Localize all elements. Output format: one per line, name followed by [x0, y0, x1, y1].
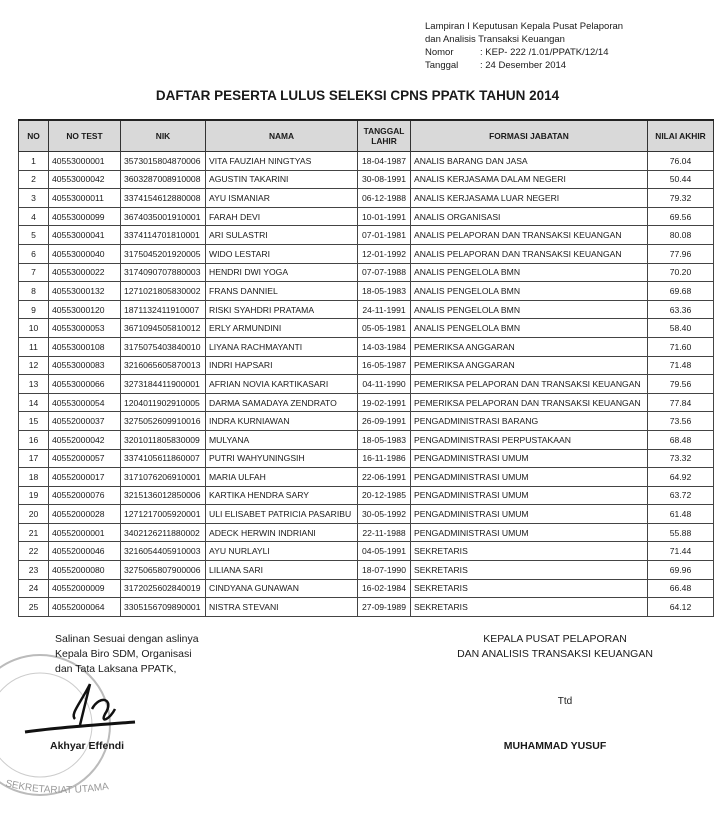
table-cell: 20-12-1985 — [358, 486, 411, 505]
table-cell: PEMERIKSA PELAPORAN DAN TRANSAKSI KEUANGAN — [411, 393, 648, 412]
left-line-2: Kepala Biro SDM, Organisasi — [55, 648, 192, 660]
table-cell: 8 — [19, 282, 49, 301]
signature — [20, 680, 140, 736]
table-cell: LIYANA RACHMAYANTI — [206, 337, 358, 356]
nomor-value: : KEP- 222 /1.01/PPATK/12/14 — [480, 47, 609, 58]
table-cell: 18-04-1987 — [358, 152, 411, 171]
table-cell: LILIANA SARI — [206, 561, 358, 580]
table-cell: 3175045201920005 — [121, 244, 206, 263]
table-cell: 12 — [19, 356, 49, 375]
table-cell: AYU ISMANIAR — [206, 189, 358, 208]
table-cell: 69.68 — [648, 282, 714, 301]
column-header: NAMA — [206, 120, 358, 152]
table-cell: 3201011805830009 — [121, 430, 206, 449]
table-row — [19, 542, 714, 561]
table-cell: AYU NURLAYLI — [206, 542, 358, 561]
table-cell: 40553000066 — [49, 375, 121, 394]
table-row — [19, 189, 714, 208]
table-cell: 40552000009 — [49, 579, 121, 598]
table-cell: 40552000017 — [49, 468, 121, 487]
table-cell: 07-07-1988 — [358, 263, 411, 282]
table-cell: 3402126211880002 — [121, 523, 206, 542]
table-cell: HENDRI DWI YOGA — [206, 263, 358, 282]
table-row — [19, 561, 714, 580]
table-cell: 40553000042 — [49, 170, 121, 189]
table-cell: 55.88 — [648, 523, 714, 542]
table-cell: PEMERIKSA ANGGARAN — [411, 356, 648, 375]
table-cell: AGUSTIN TAKARINI — [206, 170, 358, 189]
table-cell: 3 — [19, 189, 49, 208]
table-cell: PENGADMINISTRASI UMUM — [411, 505, 648, 524]
column-header: NILAI AKHIR — [648, 120, 714, 152]
table-cell: 3216065605870013 — [121, 356, 206, 375]
table-cell: PENGADMINISTRASI UMUM — [411, 523, 648, 542]
table-cell: 1271217005920001 — [121, 505, 206, 524]
table-cell: 16-02-1984 — [358, 579, 411, 598]
table-cell: RISKI SYAHDRI PRATAMA — [206, 300, 358, 319]
table-cell: NISTRA STEVANI — [206, 598, 358, 617]
table-cell: ANALIS PENGELOLA BMN — [411, 300, 648, 319]
table-row — [19, 468, 714, 487]
table-cell: 40552000076 — [49, 486, 121, 505]
table-cell: 18 — [19, 468, 49, 487]
table-cell: PENGADMINISTRASI PERPUSTAKAAN — [411, 430, 648, 449]
table-cell: SEKRETARIS — [411, 579, 648, 598]
table-cell: 3216054405910003 — [121, 542, 206, 561]
table-body — [19, 152, 714, 617]
table-row — [19, 523, 714, 542]
table-cell: 40553000022 — [49, 263, 121, 282]
table-row — [19, 486, 714, 505]
table-cell: VITA FAUZIAH NINGTYAS — [206, 152, 358, 171]
table-cell: 19-02-1991 — [358, 393, 411, 412]
table-row — [19, 449, 714, 468]
right-line-2: DAN ANALISIS TRANSAKSI KEUANGAN — [457, 648, 653, 660]
table-cell: ANALIS BARANG DAN JASA — [411, 152, 648, 171]
table-cell: AFRIAN NOVIA KARTIKASARI — [206, 375, 358, 394]
table-header-row — [19, 120, 714, 152]
copy-certification — [55, 632, 199, 677]
signatory-block — [440, 632, 670, 662]
table-cell: 63.72 — [648, 486, 714, 505]
table-cell: PENGADMINISTRASI BARANG — [411, 412, 648, 431]
table-cell: 3275065807900006 — [121, 561, 206, 580]
table-cell: 16-11-1986 — [358, 449, 411, 468]
table-cell: 3171076206910001 — [121, 468, 206, 487]
participants-table — [18, 119, 714, 617]
table-cell: ANALIS PELAPORAN DAN TRANSAKSI KEUANGAN — [411, 226, 648, 245]
table-cell: 79.32 — [648, 189, 714, 208]
table-row — [19, 282, 714, 301]
table-cell: 15 — [19, 412, 49, 431]
table-cell: 69.56 — [648, 207, 714, 226]
table-cell: 04-05-1991 — [358, 542, 411, 561]
table-cell: 22 — [19, 542, 49, 561]
table-cell: KARTIKA HENDRA SARY — [206, 486, 358, 505]
left-line-3: dan Tata Laksana PPATK, — [55, 663, 177, 675]
table-cell: 69.96 — [648, 561, 714, 580]
table-cell: 40552000080 — [49, 561, 121, 580]
table-cell: 70.20 — [648, 263, 714, 282]
table-cell: MARIA ULFAH — [206, 468, 358, 487]
table-row — [19, 319, 714, 338]
right-signatory-name: MUHAMMAD YUSUF — [503, 740, 607, 752]
table-cell: 18-07-1990 — [358, 561, 411, 580]
table-cell: 23 — [19, 561, 49, 580]
table-cell: ANALIS ORGANISASI — [411, 207, 648, 226]
table-cell: 40553000053 — [49, 319, 121, 338]
table-cell: WIDO LESTARI — [206, 244, 358, 263]
tanggal-label: Tanggal — [425, 60, 459, 71]
table-row — [19, 207, 714, 226]
table-cell: 40553000099 — [49, 207, 121, 226]
table-cell: 3273184411900001 — [121, 375, 206, 394]
table-cell: ANALIS KERJASAMA DALAM NEGERI — [411, 170, 648, 189]
table-cell: 3174090707880003 — [121, 263, 206, 282]
table-cell: 3215136012850006 — [121, 486, 206, 505]
table-cell: ANALIS KERJASAMA LUAR NEGERI — [411, 189, 648, 208]
table-cell: ULI ELISABET PATRICIA PASARIBU — [206, 505, 358, 524]
table-cell: 73.32 — [648, 449, 714, 468]
table-row — [19, 579, 714, 598]
table-cell: PENGADMINISTRASI UMUM — [411, 486, 648, 505]
page-title: DAFTAR PESERTA LULUS SELEKSI CPNS PPATK TAHUN 2014 — [155, 88, 560, 103]
table-cell: 40552000057 — [49, 449, 121, 468]
header-line-1: Lampiran I Keputusan Kepala Pusat Pelaporan — [425, 21, 624, 32]
table-cell: 25 — [19, 598, 49, 617]
table-cell: 71.44 — [648, 542, 714, 561]
table-cell: 40553000132 — [49, 282, 121, 301]
table-row — [19, 412, 714, 431]
table-cell: 3374154612880008 — [121, 189, 206, 208]
table-cell: 4 — [19, 207, 49, 226]
svg-text:SEKRETARIAT UTAMA — [4, 778, 109, 796]
table-cell: 58.40 — [648, 319, 714, 338]
table-cell: 1871132411910007 — [121, 300, 206, 319]
table-cell: PENGADMINISTRASI UMUM — [411, 468, 648, 487]
table-cell: PEMERIKSA PELAPORAN DAN TRANSAKSI KEUANGAN — [411, 375, 648, 394]
table-cell: ANALIS PELAPORAN DAN TRANSAKSI KEUANGAN — [411, 244, 648, 263]
table-cell: 3603287008910008 — [121, 170, 206, 189]
table-row — [19, 356, 714, 375]
table-cell: 30-08-1991 — [358, 170, 411, 189]
table-cell: 50.44 — [648, 170, 714, 189]
table-row — [19, 505, 714, 524]
stamp-text: SEKRETARIAT UTAMA — [4, 778, 110, 797]
header-line-2: dan Analisis Transaksi Keuangan — [425, 34, 565, 45]
table-cell: 19 — [19, 486, 49, 505]
table-row — [19, 170, 714, 189]
table-cell: FRANS DANNIEL — [206, 282, 358, 301]
table-cell: 79.56 — [648, 375, 714, 394]
column-header: TANGGAL LAHIR — [358, 120, 411, 152]
table-cell: ARI SULASTRI — [206, 226, 358, 245]
table-row — [19, 263, 714, 282]
table-row — [19, 393, 714, 412]
column-header: NO — [19, 120, 49, 152]
table-cell: SEKRETARIS — [411, 598, 648, 617]
table-cell: 06-12-1988 — [358, 189, 411, 208]
table-cell: 16-05-1987 — [358, 356, 411, 375]
table-cell: 40553000041 — [49, 226, 121, 245]
table-cell: 40553000120 — [49, 300, 121, 319]
table-cell: 40552000028 — [49, 505, 121, 524]
table-cell: 3573015804870006 — [121, 152, 206, 171]
table-cell: INDRI HAPSARI — [206, 356, 358, 375]
table-cell: 66.48 — [648, 579, 714, 598]
table-cell: 07-01-1981 — [358, 226, 411, 245]
table-cell: 5 — [19, 226, 49, 245]
table-cell: 21 — [19, 523, 49, 542]
right-line-1: KEPALA PUSAT PELAPORAN — [483, 633, 627, 645]
table-row — [19, 430, 714, 449]
table-cell: 73.56 — [648, 412, 714, 431]
table-cell: SEKRETARIS — [411, 542, 648, 561]
table-cell: 14 — [19, 393, 49, 412]
column-header: FORMASI JABATAN — [411, 120, 648, 152]
table-cell: 40552000037 — [49, 412, 121, 431]
nomor-label: Nomor — [425, 47, 454, 58]
table-cell: 18-05-1983 — [358, 430, 411, 449]
table-cell: 22-11-1988 — [358, 523, 411, 542]
table-cell: 64.92 — [648, 468, 714, 487]
table-cell: 68.48 — [648, 430, 714, 449]
table-cell: 71.48 — [648, 356, 714, 375]
table-row — [19, 226, 714, 245]
table-cell: 40552000064 — [49, 598, 121, 617]
table-cell: 7 — [19, 263, 49, 282]
table-cell: 40552000046 — [49, 542, 121, 561]
table-cell: 05-05-1981 — [358, 319, 411, 338]
table-row — [19, 300, 714, 319]
table-cell: 3671094505810012 — [121, 319, 206, 338]
table-row — [19, 244, 714, 263]
table-cell: PENGADMINISTRASI UMUM — [411, 449, 648, 468]
table-cell: 1204011902910005 — [121, 393, 206, 412]
table-cell: 40553000001 — [49, 152, 121, 171]
table-cell: 10 — [19, 319, 49, 338]
table-cell: ANALIS PENGELOLA BMN — [411, 319, 648, 338]
table-cell: ADECK HERWIN INDRIANI — [206, 523, 358, 542]
table-cell: 12-01-1992 — [358, 244, 411, 263]
table-cell: 40552000042 — [49, 430, 121, 449]
table-cell: 63.36 — [648, 300, 714, 319]
column-header: NO TEST — [49, 120, 121, 152]
table-cell: PUTRI WAHYUNINGSIH — [206, 449, 358, 468]
table-cell: 80.08 — [648, 226, 714, 245]
table-cell: 30-05-1992 — [358, 505, 411, 524]
table-cell: 18-05-1983 — [358, 282, 411, 301]
table-cell: 3275052609910016 — [121, 412, 206, 431]
table-cell: 3305156709890001 — [121, 598, 206, 617]
table-cell: ANALIS PENGELOLA BMN — [411, 282, 648, 301]
table-cell: 40553000011 — [49, 189, 121, 208]
left-signatory-name: Akhyar Effendi — [50, 740, 125, 752]
table-cell: 77.96 — [648, 244, 714, 263]
table-cell: 76.04 — [648, 152, 714, 171]
table-cell: 71.60 — [648, 337, 714, 356]
table-cell: 40553000054 — [49, 393, 121, 412]
document-header — [425, 20, 623, 72]
table-cell: 40553000083 — [49, 356, 121, 375]
table-cell: 77.84 — [648, 393, 714, 412]
table-row — [19, 337, 714, 356]
table-cell: FARAH DEVI — [206, 207, 358, 226]
table-cell: 13 — [19, 375, 49, 394]
table-cell: 24 — [19, 579, 49, 598]
table-cell: 40553000108 — [49, 337, 121, 356]
table-row — [19, 375, 714, 394]
table-cell: 40552000001 — [49, 523, 121, 542]
table-cell: 6 — [19, 244, 49, 263]
table-cell: ANALIS PENGELOLA BMN — [411, 263, 648, 282]
table-cell: INDRA KURNIAWAN — [206, 412, 358, 431]
table-cell: 26-09-1991 — [358, 412, 411, 431]
tanggal-value: : 24 Desember 2014 — [480, 60, 567, 71]
table-cell: 24-11-1991 — [358, 300, 411, 319]
table-cell: 3374105611860007 — [121, 449, 206, 468]
column-header: NIK — [121, 120, 206, 152]
table-cell: 40553000040 — [49, 244, 121, 263]
table-cell: 61.48 — [648, 505, 714, 524]
table-cell: 16 — [19, 430, 49, 449]
table-cell: 27-09-1989 — [358, 598, 411, 617]
ttd-label: Ttd — [557, 696, 573, 707]
table-cell: 17 — [19, 449, 49, 468]
table-cell: SEKRETARIS — [411, 561, 648, 580]
table-cell: 14-03-1984 — [358, 337, 411, 356]
table-cell: 04-11-1990 — [358, 375, 411, 394]
table-cell: 3374114701810001 — [121, 226, 206, 245]
table-cell: 22-06-1991 — [358, 468, 411, 487]
left-line-1: Salinan Sesuai dengan aslinya — [55, 633, 199, 645]
table-cell: CINDYANA GUNAWAN — [206, 579, 358, 598]
table-cell: 3172025602840019 — [121, 579, 206, 598]
table-cell: ERLY ARMUNDINI — [206, 319, 358, 338]
table-row — [19, 598, 714, 617]
table-cell: 3175075403840010 — [121, 337, 206, 356]
table-cell: 64.12 — [648, 598, 714, 617]
table-cell: 3674035001910001 — [121, 207, 206, 226]
table-cell: MULYANA — [206, 430, 358, 449]
table-cell: 2 — [19, 170, 49, 189]
table-cell: 10-01-1991 — [358, 207, 411, 226]
table-cell: DARMA SAMADAYA ZENDRATO — [206, 393, 358, 412]
table-cell: 1271021805830002 — [121, 282, 206, 301]
table-cell: PEMERIKSA ANGGARAN — [411, 337, 648, 356]
table-cell: 9 — [19, 300, 49, 319]
table-cell: 11 — [19, 337, 49, 356]
table-cell: 20 — [19, 505, 49, 524]
table-row — [19, 152, 714, 171]
table-cell: 1 — [19, 152, 49, 171]
